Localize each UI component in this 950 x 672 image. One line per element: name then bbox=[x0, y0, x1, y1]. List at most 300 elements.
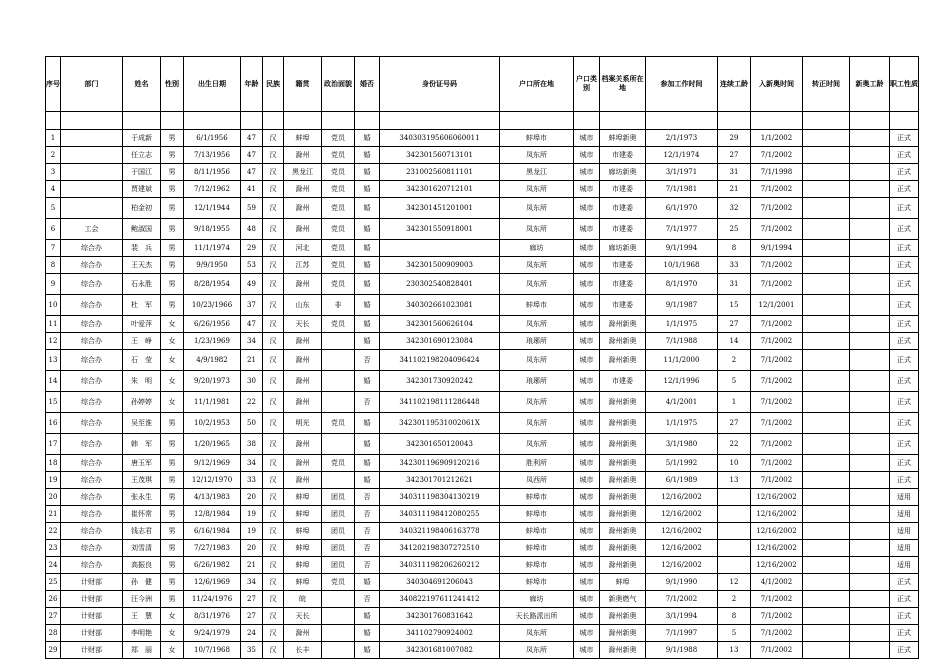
table-cell: 4 bbox=[46, 181, 61, 198]
table-cell: 342301196909120216 bbox=[380, 455, 500, 472]
table-cell: 1/23/1969 bbox=[184, 333, 241, 350]
table-cell: 王 峥 bbox=[123, 333, 161, 350]
table-cell: 7/1/2002 bbox=[751, 392, 803, 413]
table-cell: 29 bbox=[241, 240, 263, 257]
blank-row bbox=[46, 112, 919, 130]
table-cell: 男 bbox=[161, 240, 184, 257]
table-cell bbox=[803, 181, 850, 198]
table-cell: 正式 bbox=[890, 574, 919, 591]
table-cell: 城市 bbox=[574, 333, 600, 350]
table-cell: 城市 bbox=[574, 316, 600, 333]
column-header: 职工性质 bbox=[890, 57, 919, 112]
table-cell: 7/1/2002 bbox=[751, 219, 803, 240]
table-cell: 11/1/1974 bbox=[184, 240, 241, 257]
table-cell: 342301650120043 bbox=[380, 434, 500, 455]
table-cell: 城市 bbox=[574, 455, 600, 472]
table-row bbox=[46, 130, 919, 147]
table-cell: 7/1/2002 bbox=[751, 642, 803, 659]
table-cell: 48 bbox=[241, 219, 263, 240]
table-cell: 党员 bbox=[322, 198, 355, 219]
table-cell: 滁州新奥 bbox=[600, 455, 646, 472]
table-cell: 21 bbox=[241, 557, 263, 574]
table-cell: 汉 bbox=[263, 574, 284, 591]
table-cell: 蚌埠市 bbox=[500, 130, 574, 147]
table-cell bbox=[803, 392, 850, 413]
table-cell: 滁州新奥 bbox=[600, 608, 646, 625]
table-cell: 汉 bbox=[263, 608, 284, 625]
table-cell: 7/1/2002 bbox=[751, 198, 803, 219]
table-cell: 1/1/1975 bbox=[646, 413, 718, 434]
table-row bbox=[46, 333, 919, 350]
table-cell: 17 bbox=[46, 434, 61, 455]
table-cell: 党员 bbox=[322, 219, 355, 240]
table-cell bbox=[718, 523, 751, 540]
table-cell: 蚌埠 bbox=[284, 574, 322, 591]
table-cell bbox=[803, 472, 850, 489]
table-cell: 10/23/1966 bbox=[184, 295, 241, 316]
table-cell: 凤东所 bbox=[500, 625, 574, 642]
table-cell: 蚌埠 bbox=[284, 506, 322, 523]
table-cell: 6/1/1956 bbox=[184, 130, 241, 147]
table-cell: 滁州新奥 bbox=[600, 392, 646, 413]
table-cell: 党员 bbox=[322, 181, 355, 198]
table-cell: 杜 军 bbox=[123, 295, 161, 316]
table-cell: 1/1/2002 bbox=[751, 130, 803, 147]
table-cell: 342301560626104 bbox=[380, 316, 500, 333]
table-row bbox=[46, 642, 919, 659]
table-cell: 韩 军 bbox=[123, 434, 161, 455]
table-cell: 3/1/1980 bbox=[646, 434, 718, 455]
table-cell: 49 bbox=[241, 274, 263, 295]
table-cell: 廊坊 bbox=[500, 591, 574, 608]
table-cell: 综合办 bbox=[61, 371, 123, 392]
table-cell: 34 bbox=[241, 455, 263, 472]
table-cell: 27 bbox=[241, 591, 263, 608]
column-header: 序号 bbox=[46, 57, 61, 112]
table-cell: 滁州新奥 bbox=[600, 489, 646, 506]
table-cell: 7/1/2002 bbox=[751, 455, 803, 472]
table-cell: 7/27/1983 bbox=[184, 540, 241, 557]
table-cell: 综合办 bbox=[61, 540, 123, 557]
table-cell: 婚 bbox=[355, 413, 380, 434]
table-cell: 婚 bbox=[355, 147, 380, 164]
table-row bbox=[46, 181, 919, 198]
table-cell: 否 bbox=[355, 540, 380, 557]
table-cell: 综合办 bbox=[61, 506, 123, 523]
table-cell: 7/13/1956 bbox=[184, 147, 241, 164]
table-cell: 适用 bbox=[890, 540, 919, 557]
table-cell: 12/16/2002 bbox=[751, 540, 803, 557]
table-cell: 8/11/1956 bbox=[184, 164, 241, 181]
table-cell: 4/1/2001 bbox=[646, 392, 718, 413]
table-cell: 6/16/1984 bbox=[184, 523, 241, 540]
table-cell bbox=[803, 540, 850, 557]
table-cell: 于成新 bbox=[123, 130, 161, 147]
table-cell: 凤东所 bbox=[500, 316, 574, 333]
table-cell: 男 bbox=[161, 219, 184, 240]
table-cell: 凤东所 bbox=[500, 198, 574, 219]
table-cell: 汉 bbox=[263, 295, 284, 316]
table-cell: 正式 bbox=[890, 147, 919, 164]
table-cell: 2 bbox=[718, 591, 751, 608]
table-cell: 20 bbox=[46, 489, 61, 506]
table-cell: 胜利所 bbox=[500, 455, 574, 472]
table-cell bbox=[803, 455, 850, 472]
table-cell: 黑龙江 bbox=[284, 164, 322, 181]
table-cell: 1 bbox=[718, 392, 751, 413]
table-cell: 石 莹 bbox=[123, 350, 161, 371]
table-cell: 天长路派出所 bbox=[500, 608, 574, 625]
table-cell bbox=[850, 625, 890, 642]
table-cell: 37 bbox=[241, 295, 263, 316]
table-cell: 31 bbox=[718, 164, 751, 181]
table-cell: 12/16/2002 bbox=[751, 506, 803, 523]
table-cell: 裴 兵 bbox=[123, 240, 161, 257]
table-cell: 12/1/1944 bbox=[184, 198, 241, 219]
table-cell: 男 bbox=[161, 434, 184, 455]
table-cell: 任立志 bbox=[123, 147, 161, 164]
table-cell: 滁州 bbox=[284, 472, 322, 489]
table-cell: 城市 bbox=[574, 472, 600, 489]
table-cell bbox=[803, 489, 850, 506]
table-cell bbox=[850, 240, 890, 257]
table-cell: 19 bbox=[46, 472, 61, 489]
table-cell: 2/1/1973 bbox=[646, 130, 718, 147]
table-cell: 32 bbox=[718, 198, 751, 219]
table-cell: 9/1/1994 bbox=[751, 240, 803, 257]
table-cell: 婚 bbox=[355, 219, 380, 240]
table-cell: 342301451201001 bbox=[380, 198, 500, 219]
table-cell: 市建委 bbox=[600, 274, 646, 295]
table-cell: 婚 bbox=[355, 642, 380, 659]
table-cell: 女 bbox=[161, 625, 184, 642]
table-cell: 团员 bbox=[322, 523, 355, 540]
table-row bbox=[46, 506, 919, 523]
table-cell bbox=[322, 392, 355, 413]
table-cell: 21 bbox=[46, 506, 61, 523]
table-cell: 男 bbox=[161, 413, 184, 434]
table-cell: 26 bbox=[46, 591, 61, 608]
table-cell: 滁州 bbox=[284, 147, 322, 164]
table-cell: 340321198406163778 bbox=[380, 523, 500, 540]
table-cell: 正式 bbox=[890, 591, 919, 608]
table-cell: 蚌埠市 bbox=[500, 489, 574, 506]
table-cell: 滁州新奥 bbox=[600, 413, 646, 434]
table-cell: 城市 bbox=[574, 257, 600, 274]
table-cell bbox=[803, 557, 850, 574]
table-cell: 22 bbox=[241, 392, 263, 413]
table-cell: 正式 bbox=[890, 164, 919, 181]
table-cell bbox=[850, 257, 890, 274]
table-cell: 15 bbox=[718, 295, 751, 316]
table-cell bbox=[718, 557, 751, 574]
table-cell: 综合办 bbox=[61, 557, 123, 574]
table-cell: 蚌埠新奥 bbox=[600, 130, 646, 147]
table-cell: 适用 bbox=[890, 506, 919, 523]
table-cell: 342301560713101 bbox=[380, 147, 500, 164]
table-cell bbox=[803, 240, 850, 257]
table-cell: 27 bbox=[718, 147, 751, 164]
table-cell: 城市 bbox=[574, 371, 600, 392]
table-cell: 13 bbox=[718, 472, 751, 489]
table-cell: 团员 bbox=[322, 489, 355, 506]
table-cell: 7/1/2002 bbox=[751, 434, 803, 455]
table-cell: 滁州新奥 bbox=[600, 333, 646, 350]
column-header: 入新奥时间 bbox=[751, 57, 803, 112]
table-cell bbox=[850, 181, 890, 198]
table-cell: 市建委 bbox=[600, 257, 646, 274]
table-cell: 4/9/1982 bbox=[184, 350, 241, 371]
table-cell: 汪今洲 bbox=[123, 591, 161, 608]
table-cell: 12/12/1970 bbox=[184, 472, 241, 489]
table-cell: 6/26/1956 bbox=[184, 316, 241, 333]
table-cell: 凤东所 bbox=[500, 181, 574, 198]
table-cell: 汉 bbox=[263, 489, 284, 506]
table-cell bbox=[718, 506, 751, 523]
column-header: 民族 bbox=[263, 57, 284, 112]
column-header: 部门 bbox=[61, 57, 123, 112]
table-cell: 342301730920242 bbox=[380, 371, 500, 392]
table-cell: 34 bbox=[241, 333, 263, 350]
table-row bbox=[46, 164, 919, 181]
table-cell: 16 bbox=[46, 413, 61, 434]
column-header: 年龄 bbox=[241, 57, 263, 112]
table-cell: 30 bbox=[241, 371, 263, 392]
table-cell: 7/1/2002 bbox=[751, 181, 803, 198]
table-cell: 7/1/2002 bbox=[751, 608, 803, 625]
table-cell: 9/1/1994 bbox=[646, 240, 718, 257]
table-cell: 25 bbox=[46, 574, 61, 591]
table-cell: 适用 bbox=[890, 557, 919, 574]
table-cell: 郑 丽 bbox=[123, 642, 161, 659]
table-cell: 正式 bbox=[890, 413, 919, 434]
table-cell bbox=[850, 392, 890, 413]
table-cell bbox=[61, 181, 123, 198]
table-cell: 35 bbox=[241, 642, 263, 659]
table-cell: 滁州新奥 bbox=[600, 540, 646, 557]
table-cell: 6/1/1989 bbox=[646, 472, 718, 489]
table-cell bbox=[803, 316, 850, 333]
table-cell: 婚 bbox=[355, 295, 380, 316]
table-cell: 342301620712101 bbox=[380, 181, 500, 198]
table-cell: 5/1/1992 bbox=[646, 455, 718, 472]
table-cell: 汉 bbox=[263, 540, 284, 557]
table-cell: 婚 bbox=[355, 316, 380, 333]
table-cell: 正式 bbox=[890, 371, 919, 392]
table-cell: 城市 bbox=[574, 198, 600, 219]
table-cell: 王茂琪 bbox=[123, 472, 161, 489]
table-cell: 凤东所 bbox=[500, 274, 574, 295]
table-cell: 汉 bbox=[263, 130, 284, 147]
table-cell: 341102198204096424 bbox=[380, 350, 500, 371]
table-cell: 47 bbox=[241, 164, 263, 181]
table-cell: 2 bbox=[718, 350, 751, 371]
table-row bbox=[46, 240, 919, 257]
table-cell: 吴至淮 bbox=[123, 413, 161, 434]
table-cell: 59 bbox=[241, 198, 263, 219]
table-cell: 综合办 bbox=[61, 274, 123, 295]
table-cell: 滁州 bbox=[284, 198, 322, 219]
table-cell: 城市 bbox=[574, 434, 600, 455]
table-cell: 10 bbox=[718, 455, 751, 472]
table-cell: 7/1/2002 bbox=[751, 350, 803, 371]
table-cell: 汉 bbox=[263, 455, 284, 472]
table-cell: 高振良 bbox=[123, 557, 161, 574]
table-cell: 综合办 bbox=[61, 333, 123, 350]
table-cell: 团员 bbox=[322, 506, 355, 523]
table-cell: 31 bbox=[718, 274, 751, 295]
table-cell: 城市 bbox=[574, 240, 600, 257]
table-cell: 蚌埠市 bbox=[500, 574, 574, 591]
table-cell: 6 bbox=[46, 219, 61, 240]
table-cell bbox=[803, 625, 850, 642]
table-cell: 综合办 bbox=[61, 257, 123, 274]
table-cell: 正式 bbox=[890, 295, 919, 316]
table-cell: 341102198111286448 bbox=[380, 392, 500, 413]
table-cell: 1/20/1965 bbox=[184, 434, 241, 455]
table-cell: 13 bbox=[46, 350, 61, 371]
table-cell: 47 bbox=[241, 147, 263, 164]
table-cell: 7/1/2002 bbox=[751, 591, 803, 608]
table-cell: 1 bbox=[46, 130, 61, 147]
table-cell: 19 bbox=[241, 523, 263, 540]
table-cell: 否 bbox=[355, 557, 380, 574]
table-cell: 9/1/1990 bbox=[646, 574, 718, 591]
table-cell: 滁州新奥 bbox=[600, 472, 646, 489]
table-cell: 滁州新奥 bbox=[600, 523, 646, 540]
table-cell bbox=[803, 147, 850, 164]
table-row bbox=[46, 392, 919, 413]
table-cell bbox=[61, 130, 123, 147]
table-cell bbox=[850, 540, 890, 557]
table-row bbox=[46, 540, 919, 557]
table-cell: 凤东所 bbox=[500, 219, 574, 240]
table-cell: 7/1/2002 bbox=[751, 371, 803, 392]
table-cell: 王 慧 bbox=[123, 608, 161, 625]
table-cell bbox=[850, 350, 890, 371]
table-cell bbox=[803, 274, 850, 295]
table-cell: 10/7/1968 bbox=[184, 642, 241, 659]
table-cell bbox=[322, 371, 355, 392]
table-cell: 城市 bbox=[574, 489, 600, 506]
table-cell: 汉 bbox=[263, 434, 284, 455]
table-cell: 党员 bbox=[322, 240, 355, 257]
table-cell: 7/1/1998 bbox=[751, 164, 803, 181]
table-cell: 城市 bbox=[574, 295, 600, 316]
table-cell: 综合办 bbox=[61, 350, 123, 371]
table-cell: 正式 bbox=[890, 625, 919, 642]
table-cell: 蚌埠 bbox=[284, 130, 322, 147]
table-cell: 婚 bbox=[355, 130, 380, 147]
table-cell: 12/16/2002 bbox=[646, 506, 718, 523]
table-cell bbox=[322, 608, 355, 625]
table-cell: 12/16/2002 bbox=[751, 523, 803, 540]
table-cell: 刘雪清 bbox=[123, 540, 161, 557]
table-cell bbox=[850, 608, 890, 625]
table-cell bbox=[850, 316, 890, 333]
table-cell: 7/1/1981 bbox=[646, 181, 718, 198]
table-cell bbox=[322, 642, 355, 659]
table-cell bbox=[850, 574, 890, 591]
table-cell: 滁州 bbox=[284, 350, 322, 371]
table-cell bbox=[61, 164, 123, 181]
table-cell: 城市 bbox=[574, 642, 600, 659]
table-cell: 正式 bbox=[890, 274, 919, 295]
table-cell bbox=[803, 130, 850, 147]
table-cell: 12/1/1974 bbox=[646, 147, 718, 164]
table-cell: 7/1/1988 bbox=[646, 333, 718, 350]
column-header: 籍贯 bbox=[284, 57, 322, 112]
table-cell: 否 bbox=[355, 506, 380, 523]
table-cell: 12 bbox=[718, 574, 751, 591]
table-cell: 琅琊所 bbox=[500, 371, 574, 392]
table-cell bbox=[850, 164, 890, 181]
table-cell: 8 bbox=[718, 240, 751, 257]
table-cell: 滁州 bbox=[284, 371, 322, 392]
table-cell: 340311198412080255 bbox=[380, 506, 500, 523]
table-cell: 4/13/1983 bbox=[184, 489, 241, 506]
table-cell bbox=[850, 506, 890, 523]
table-cell bbox=[850, 523, 890, 540]
table-cell: 27 bbox=[718, 316, 751, 333]
table-cell bbox=[803, 198, 850, 219]
table-cell: 9/12/1969 bbox=[184, 455, 241, 472]
table-cell: 城市 bbox=[574, 350, 600, 371]
column-header: 政治面貌 bbox=[322, 57, 355, 112]
table-cell: 男 bbox=[161, 506, 184, 523]
table-cell bbox=[322, 472, 355, 489]
table-cell: 否 bbox=[355, 591, 380, 608]
table-cell: 7/1/2002 bbox=[751, 257, 803, 274]
table-cell: 34230119531002061X bbox=[380, 413, 500, 434]
table-cell: 10/1/1968 bbox=[646, 257, 718, 274]
table-cell: 石永胜 bbox=[123, 274, 161, 295]
table-cell: 正式 bbox=[890, 455, 919, 472]
table-cell: 12/16/2002 bbox=[751, 557, 803, 574]
table-cell: 14 bbox=[46, 371, 61, 392]
table-cell: 党员 bbox=[322, 130, 355, 147]
table-cell: 鲍淑国 bbox=[123, 219, 161, 240]
table-cell: 342301681007082 bbox=[380, 642, 500, 659]
table-cell: 汉 bbox=[263, 506, 284, 523]
table-cell bbox=[850, 274, 890, 295]
table-cell: 7 bbox=[46, 240, 61, 257]
table-cell: 3/1/1994 bbox=[646, 608, 718, 625]
table-cell: 贾建斌 bbox=[123, 181, 161, 198]
table-cell: 7/1/2002 bbox=[751, 625, 803, 642]
table-cell: 8 bbox=[718, 608, 751, 625]
table-cell: 汉 bbox=[263, 274, 284, 295]
table-cell: 党员 bbox=[322, 164, 355, 181]
table-cell: 城市 bbox=[574, 413, 600, 434]
table-cell: 27 bbox=[718, 413, 751, 434]
table-cell: 凤东所 bbox=[500, 434, 574, 455]
table-cell bbox=[61, 147, 123, 164]
table-cell bbox=[850, 455, 890, 472]
table-cell: 李明艳 bbox=[123, 625, 161, 642]
table-cell: 综合办 bbox=[61, 295, 123, 316]
table-row bbox=[46, 350, 919, 371]
table-cell: 正式 bbox=[890, 198, 919, 219]
table-cell: 汉 bbox=[263, 625, 284, 642]
table-cell: 综合办 bbox=[61, 434, 123, 455]
table-cell: 10 bbox=[46, 295, 61, 316]
table-cell: 男 bbox=[161, 198, 184, 219]
table-cell: 城市 bbox=[574, 625, 600, 642]
table-cell: 正式 bbox=[890, 219, 919, 240]
table-row bbox=[46, 434, 919, 455]
table-cell: 市建委 bbox=[600, 181, 646, 198]
